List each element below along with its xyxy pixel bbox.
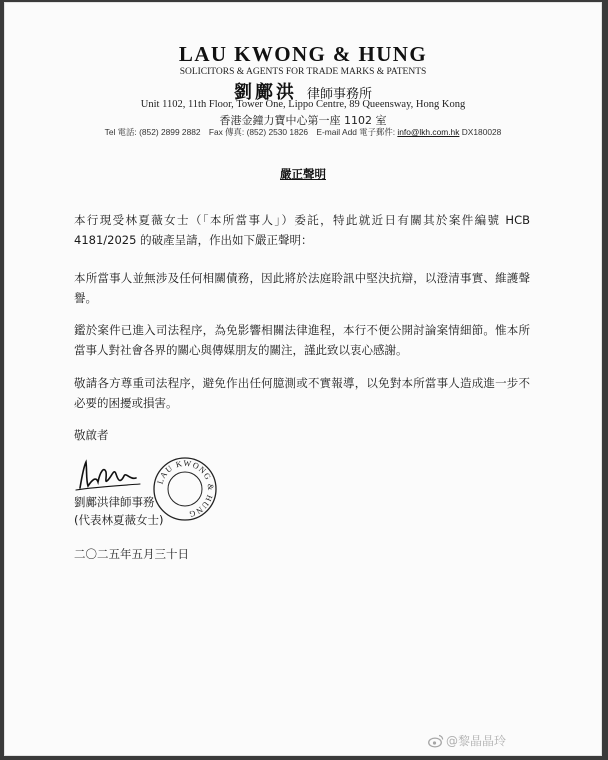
- signature-firm-name: 劉鄺洪律師事務: [74, 495, 155, 509]
- address-english: Unit 1102, 11th Floor, Tower One, Lippo Centre, 89 Queensway, Hong Kong: [140, 99, 466, 110]
- dx-number: DX180028: [461, 127, 502, 137]
- document-date: 二〇二五年五月三十日: [74, 547, 189, 561]
- firm-name-english: LAU KWONG & HUNG: [178, 42, 428, 66]
- address-chinese: 香港金鐘力寶中心第一座 1102 室: [219, 114, 387, 127]
- watermark-text: @黎晶晶玲: [446, 734, 507, 748]
- paragraph-judicial-process: 鑑於案件已進入司法程序，為免影響相關法律進程，本行不便公開討論案情細節。惟本所當事人對社會各界的關心與傳媒朋友的關注，謹此致以衷心感謝。: [74, 323, 530, 357]
- paragraph-no-debt: 本所當事人並無涉及任何相關債務，因此將於法庭聆訊中堅決抗辯，以澄清事實、維護聲譽。: [74, 271, 530, 305]
- contact-line: [4, 126, 602, 138]
- email-link[interactable]: info@lkh.com.hk: [397, 127, 460, 137]
- paragraph-client-instruction: 本行現受林夏薇女士（「本所當事人」）委託，特此就近日有關其於案件編號 HCB 4181/2025 的破產呈請，作出如下嚴正聲明：: [74, 213, 530, 247]
- firm-name-chinese: 劉鄺洪: [233, 82, 297, 103]
- letter-page: [4, 2, 602, 756]
- handwritten-signature: [74, 458, 144, 494]
- email-label: E-mail Add 電子郵件:: [316, 127, 396, 137]
- on-behalf-of: (代表林夏薇女士): [74, 513, 164, 527]
- firm-name-chinese-suffix: 律師事務所: [306, 87, 372, 102]
- firm-subtitle: SOLICITORS & AGENTS FOR TRADE MARKS & PATENTS: [179, 67, 427, 77]
- document-title: 嚴正聲明: [280, 167, 326, 181]
- svg-text:LAU KWONG & HUNG: LAU KWONG & HUNG: [155, 458, 216, 519]
- watermark: [428, 732, 506, 749]
- paragraph-request-respect: 敬請各方尊重司法程序，避免作出任何臆測或不實報導，以免對本所當事人造成進一步不必要的困擾或損害。: [74, 376, 530, 410]
- weibo-logo-icon: [428, 734, 444, 748]
- fax: Fax 傳真: (852) 2530 1826: [208, 127, 309, 137]
- telephone: Tel 電話: (852) 2899 2882: [104, 127, 201, 137]
- closing-salutation: 敬啟者: [74, 428, 109, 442]
